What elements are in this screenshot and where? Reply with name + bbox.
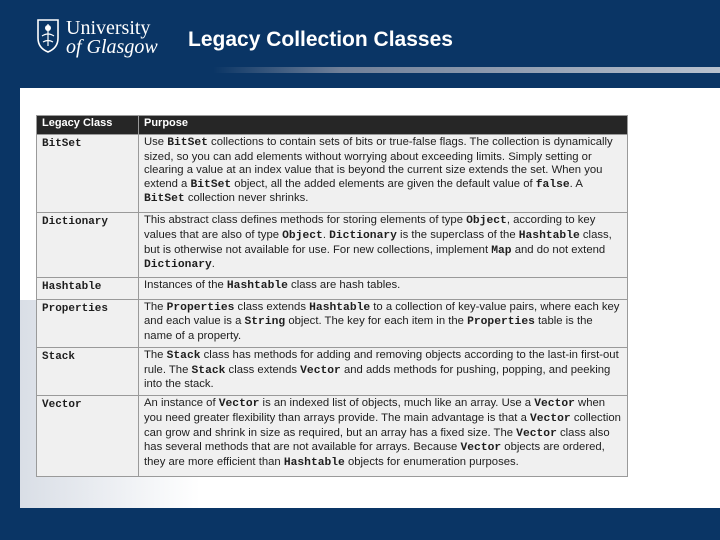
text-segment: object. The key for each item in the bbox=[285, 315, 468, 328]
legacy-class-name: Dictionary bbox=[37, 213, 139, 278]
text-segment: An instance of bbox=[144, 397, 219, 410]
column-header-purpose: Purpose bbox=[139, 116, 628, 135]
code-term: Vector bbox=[218, 398, 260, 411]
code-term: Vector bbox=[516, 427, 557, 440]
code-term: Vector bbox=[460, 442, 502, 455]
footer-band bbox=[0, 508, 720, 540]
logo-text-line2: of Glasgow bbox=[66, 36, 158, 58]
text-segment: is an indexed list of objects, much like an array. Use a bbox=[259, 397, 535, 410]
code-term: Hashtable bbox=[518, 229, 580, 242]
code-term: Stack bbox=[191, 364, 226, 377]
text-segment: objects are ordered, they are more efficient than bbox=[144, 441, 605, 468]
text-segment: The bbox=[144, 300, 167, 313]
text-segment: class extends bbox=[225, 363, 301, 376]
code-term: BitSet bbox=[144, 193, 185, 206]
logo-text-line1: University bbox=[66, 17, 151, 39]
code-term: Vector bbox=[300, 364, 341, 377]
code-term: Vector bbox=[530, 413, 571, 426]
code-term: Properties bbox=[166, 301, 235, 314]
column-header-legacy-class: Legacy Class bbox=[37, 116, 139, 135]
purpose-text bbox=[139, 135, 628, 213]
code-term: Object bbox=[282, 229, 323, 242]
code-term: Hashtable bbox=[226, 280, 288, 293]
text-segment: and adds methods for pushing, popping, and peeking into the stack. bbox=[144, 363, 611, 391]
code-term: Hashtable bbox=[309, 301, 371, 314]
text-segment: collection never shrinks. bbox=[184, 192, 309, 205]
code-term: Properties bbox=[467, 316, 535, 329]
crest-icon bbox=[36, 18, 60, 54]
text-segment: , according to key values that are also of type bbox=[144, 214, 596, 241]
table-header-row bbox=[37, 116, 628, 135]
purpose-text bbox=[139, 299, 628, 347]
purpose-text bbox=[139, 396, 628, 477]
code-term: Object bbox=[466, 215, 507, 228]
code-term: false bbox=[535, 178, 570, 191]
text-segment: class extends bbox=[234, 300, 310, 313]
text-segment: Instances of the bbox=[144, 279, 227, 292]
text-segment: object, all the added elements are given the default value of bbox=[231, 177, 536, 190]
text-segment: . bbox=[211, 258, 215, 271]
text-segment: to a collection of key-value pairs, where each key and each value is a bbox=[144, 300, 620, 328]
text-segment: class are hash tables. bbox=[287, 279, 401, 292]
legacy-class-name: BitSet bbox=[37, 135, 139, 213]
text-segment: collection can grow and shrink in size as required, but an array has a fixed size. The bbox=[144, 412, 621, 439]
text-segment: and do not extend bbox=[511, 243, 606, 256]
table-row bbox=[37, 213, 628, 278]
table-row bbox=[37, 135, 628, 213]
code-term: Vector bbox=[534, 398, 575, 411]
legacy-class-name: Hashtable bbox=[37, 278, 139, 299]
code-term: Hashtable bbox=[283, 456, 345, 469]
text-segment: table is the name of a property. bbox=[144, 315, 593, 342]
legacy-class-name: Stack bbox=[37, 348, 139, 396]
code-term: BitSet bbox=[167, 137, 208, 149]
text-segment: The bbox=[144, 349, 167, 361]
table-row bbox=[37, 299, 628, 347]
code-term: Stack bbox=[166, 350, 201, 362]
text-segment: class also has several methods that are not available for arrays. Because bbox=[144, 426, 610, 454]
text-segment: . A bbox=[569, 177, 583, 190]
code-term: Dictionary bbox=[329, 229, 397, 242]
text-segment: This abstract class defines methods for storing elements of type bbox=[144, 214, 467, 227]
table-row bbox=[37, 278, 628, 299]
text-segment: . bbox=[322, 228, 330, 241]
text-segment: Use bbox=[144, 136, 168, 148]
text-segment: class has methods for adding and removing objects according to the last-in first-out rule. The bbox=[144, 349, 619, 376]
text-segment: collections to contain sets of bits or true-false flags. The collection is dynamically sized, so you can add elements without worrying about exceeding limits. Simply setting or clearing a value at an index value that is beyond the current size extends the set. When you extend a bbox=[144, 136, 613, 190]
text-segment: when you need greater flexibility than arrays provide. The main advantage is that a bbox=[144, 397, 606, 425]
legacy-class-name: Properties bbox=[37, 299, 139, 347]
table-row bbox=[37, 348, 628, 396]
purpose-text bbox=[139, 348, 628, 396]
title-accent-bar bbox=[213, 67, 720, 73]
university-logo bbox=[36, 18, 161, 60]
legacy-class-name: Vector bbox=[37, 396, 139, 477]
slide-title: Legacy Collection Classes bbox=[188, 28, 453, 51]
code-term: Dictionary bbox=[144, 259, 212, 272]
code-term: String bbox=[244, 316, 286, 329]
legacy-classes-table bbox=[36, 115, 628, 477]
code-term: Map bbox=[491, 244, 512, 257]
purpose-text bbox=[139, 213, 628, 278]
table-row bbox=[37, 396, 628, 477]
text-segment: class, but is otherwise not available for use. For new collections, implement bbox=[144, 228, 612, 256]
text-segment: objects for enumeration purposes. bbox=[344, 455, 519, 468]
purpose-text bbox=[139, 278, 628, 299]
code-term: BitSet bbox=[190, 178, 232, 191]
text-segment: is the superclass of the bbox=[396, 228, 519, 241]
